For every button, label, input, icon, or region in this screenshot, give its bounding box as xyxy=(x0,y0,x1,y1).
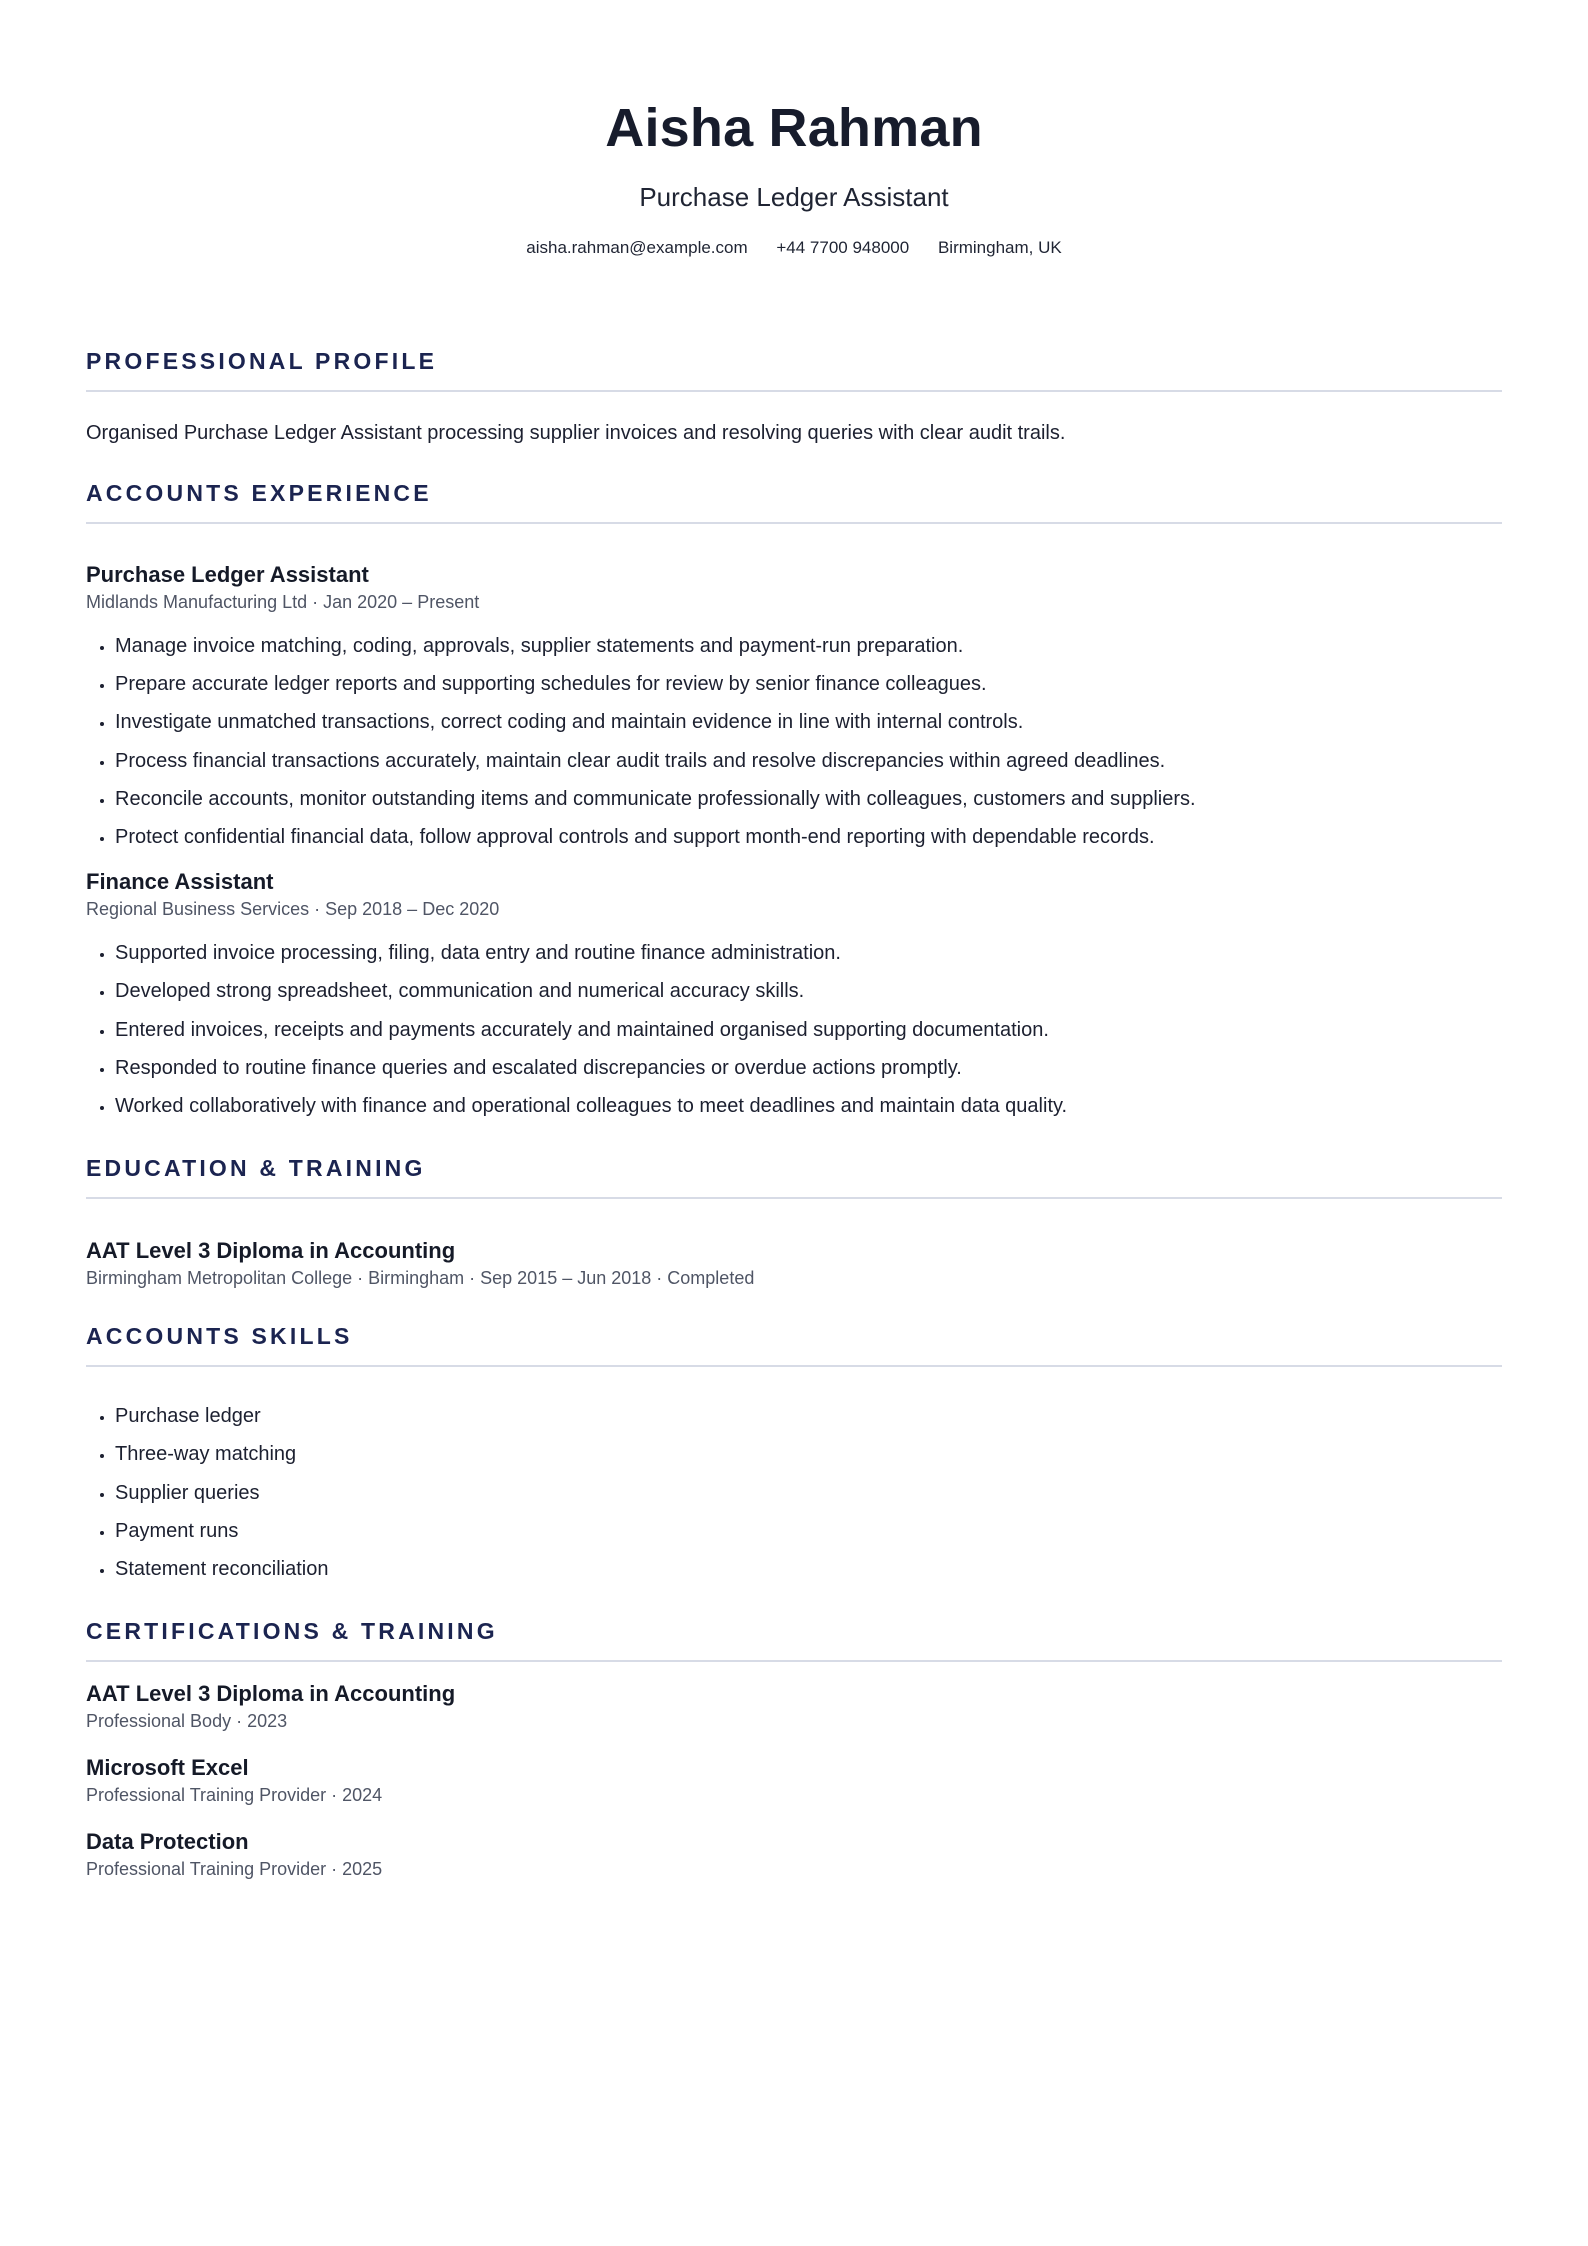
list-item: • Supported invoice processing, filing, data entry and routine finance administration. xyxy=(115,934,1502,972)
section-divider xyxy=(86,522,1502,524)
job-title: Purchase Ledger Assistant xyxy=(86,562,369,587)
certification-entry xyxy=(86,1754,1502,1808)
list-item: • Payment runs xyxy=(115,1512,1502,1550)
candidate-name: Aisha Rahman xyxy=(605,98,983,158)
list-item: • Reconcile accounts, monitor outstanding items and communicate professionally with colleagues, customers and suppliers. xyxy=(115,780,1502,818)
certification-meta: Professional Training Provider · 2024 xyxy=(86,1785,383,1806)
skills-section xyxy=(86,1321,1502,1588)
list-item: • Developed strong spreadsheet, communication and numerical accuracy skills. xyxy=(115,972,1502,1010)
certification-meta: Professional Training Provider · 2025 xyxy=(86,1859,383,1880)
job-bullets xyxy=(86,627,1502,856)
section-divider xyxy=(86,390,1502,392)
profile-text: Organised Purchase Ledger Assistant processing supplier invoices and resolving queries with clear audit trails. xyxy=(86,422,1066,444)
list-item: • Investigate unmatched transactions, correct coding and maintain evidence in line with internal controls. xyxy=(115,703,1502,741)
list-item: • Process financial transactions accurately, maintain clear audit trails and resolve discrepancies within agreed deadlines. xyxy=(115,742,1502,780)
section-heading: PROFESSIONAL PROFILE xyxy=(86,348,438,374)
education-meta: Birmingham Metropolitan College · Birmingham · Sep 2015 – Jun 2018 · Completed xyxy=(86,1268,755,1289)
contact-line xyxy=(86,236,1502,260)
profile-section xyxy=(86,346,1502,447)
certification-title: Data Protection xyxy=(86,1829,249,1855)
list-item: • Worked collaboratively with finance and operational colleagues to meet deadlines and maintain data quality. xyxy=(115,1087,1502,1125)
list-item: • Responded to routine finance queries and escalated discrepancies or overdue actions promptly. xyxy=(115,1049,1502,1087)
section-heading: ACCOUNTS SKILLS xyxy=(86,1323,353,1350)
certification-entry xyxy=(86,1680,1502,1734)
list-item: • Protect confidential financial data, follow approval controls and support month-end reporting with dependable records. xyxy=(115,818,1502,856)
certification-meta: Professional Body · 2023 xyxy=(86,1711,288,1732)
section-divider xyxy=(86,1365,1502,1367)
section-divider xyxy=(86,1197,1502,1199)
education-section xyxy=(86,1153,1502,1291)
job-meta: Regional Business Services · Sep 2018 – Dec 2020 xyxy=(86,899,500,920)
contact-phone[interactable]: +44 7700 948000 xyxy=(776,238,910,257)
education-entry xyxy=(86,1237,1502,1291)
contact-email[interactable]: aisha.rahman@example.com xyxy=(526,238,748,257)
list-item: • Statement reconciliation xyxy=(115,1550,1502,1588)
section-heading: CERTIFICATIONS & TRAINING xyxy=(86,1618,498,1645)
section-heading: EDUCATION & TRAINING xyxy=(86,1155,426,1182)
candidate-title: Purchase Ledger Assistant xyxy=(639,182,949,212)
resume-header xyxy=(86,0,1502,260)
experience-section xyxy=(86,478,1502,1125)
contact-location: Birmingham, UK xyxy=(937,238,1062,257)
list-item: • Prepare accurate ledger reports and supporting schedules for review by senior finance colleagues. xyxy=(115,665,1502,703)
education-title: AAT Level 3 Diploma in Accounting xyxy=(86,1238,456,1264)
list-item: • Entered invoices, receipts and payments accurately and maintained organised supporting documentation. xyxy=(115,1011,1502,1049)
list-item: • Three-way matching xyxy=(115,1435,1502,1473)
certification-entry xyxy=(86,1828,1502,1882)
section-divider xyxy=(86,1660,1502,1662)
job-title: Finance Assistant xyxy=(86,869,274,895)
job-entry xyxy=(86,561,1502,856)
list-item: • Purchase ledger xyxy=(115,1397,1502,1435)
certification-title: AAT Level 3 Diploma in Accounting xyxy=(86,1681,456,1707)
certifications-section xyxy=(86,1616,1502,1882)
skills-list xyxy=(86,1397,1502,1588)
job-meta: Midlands Manufacturing Ltd · Jan 2020 – Present xyxy=(86,592,480,612)
list-item: • Manage invoice matching, coding, approvals, supplier statements and payment-run preparation. xyxy=(115,627,1502,665)
certification-title: Microsoft Excel xyxy=(86,1755,249,1781)
job-entry xyxy=(86,868,1502,1125)
section-heading: ACCOUNTS EXPERIENCE xyxy=(86,480,432,506)
list-item: • Supplier queries xyxy=(115,1474,1502,1512)
job-bullets xyxy=(86,934,1502,1125)
